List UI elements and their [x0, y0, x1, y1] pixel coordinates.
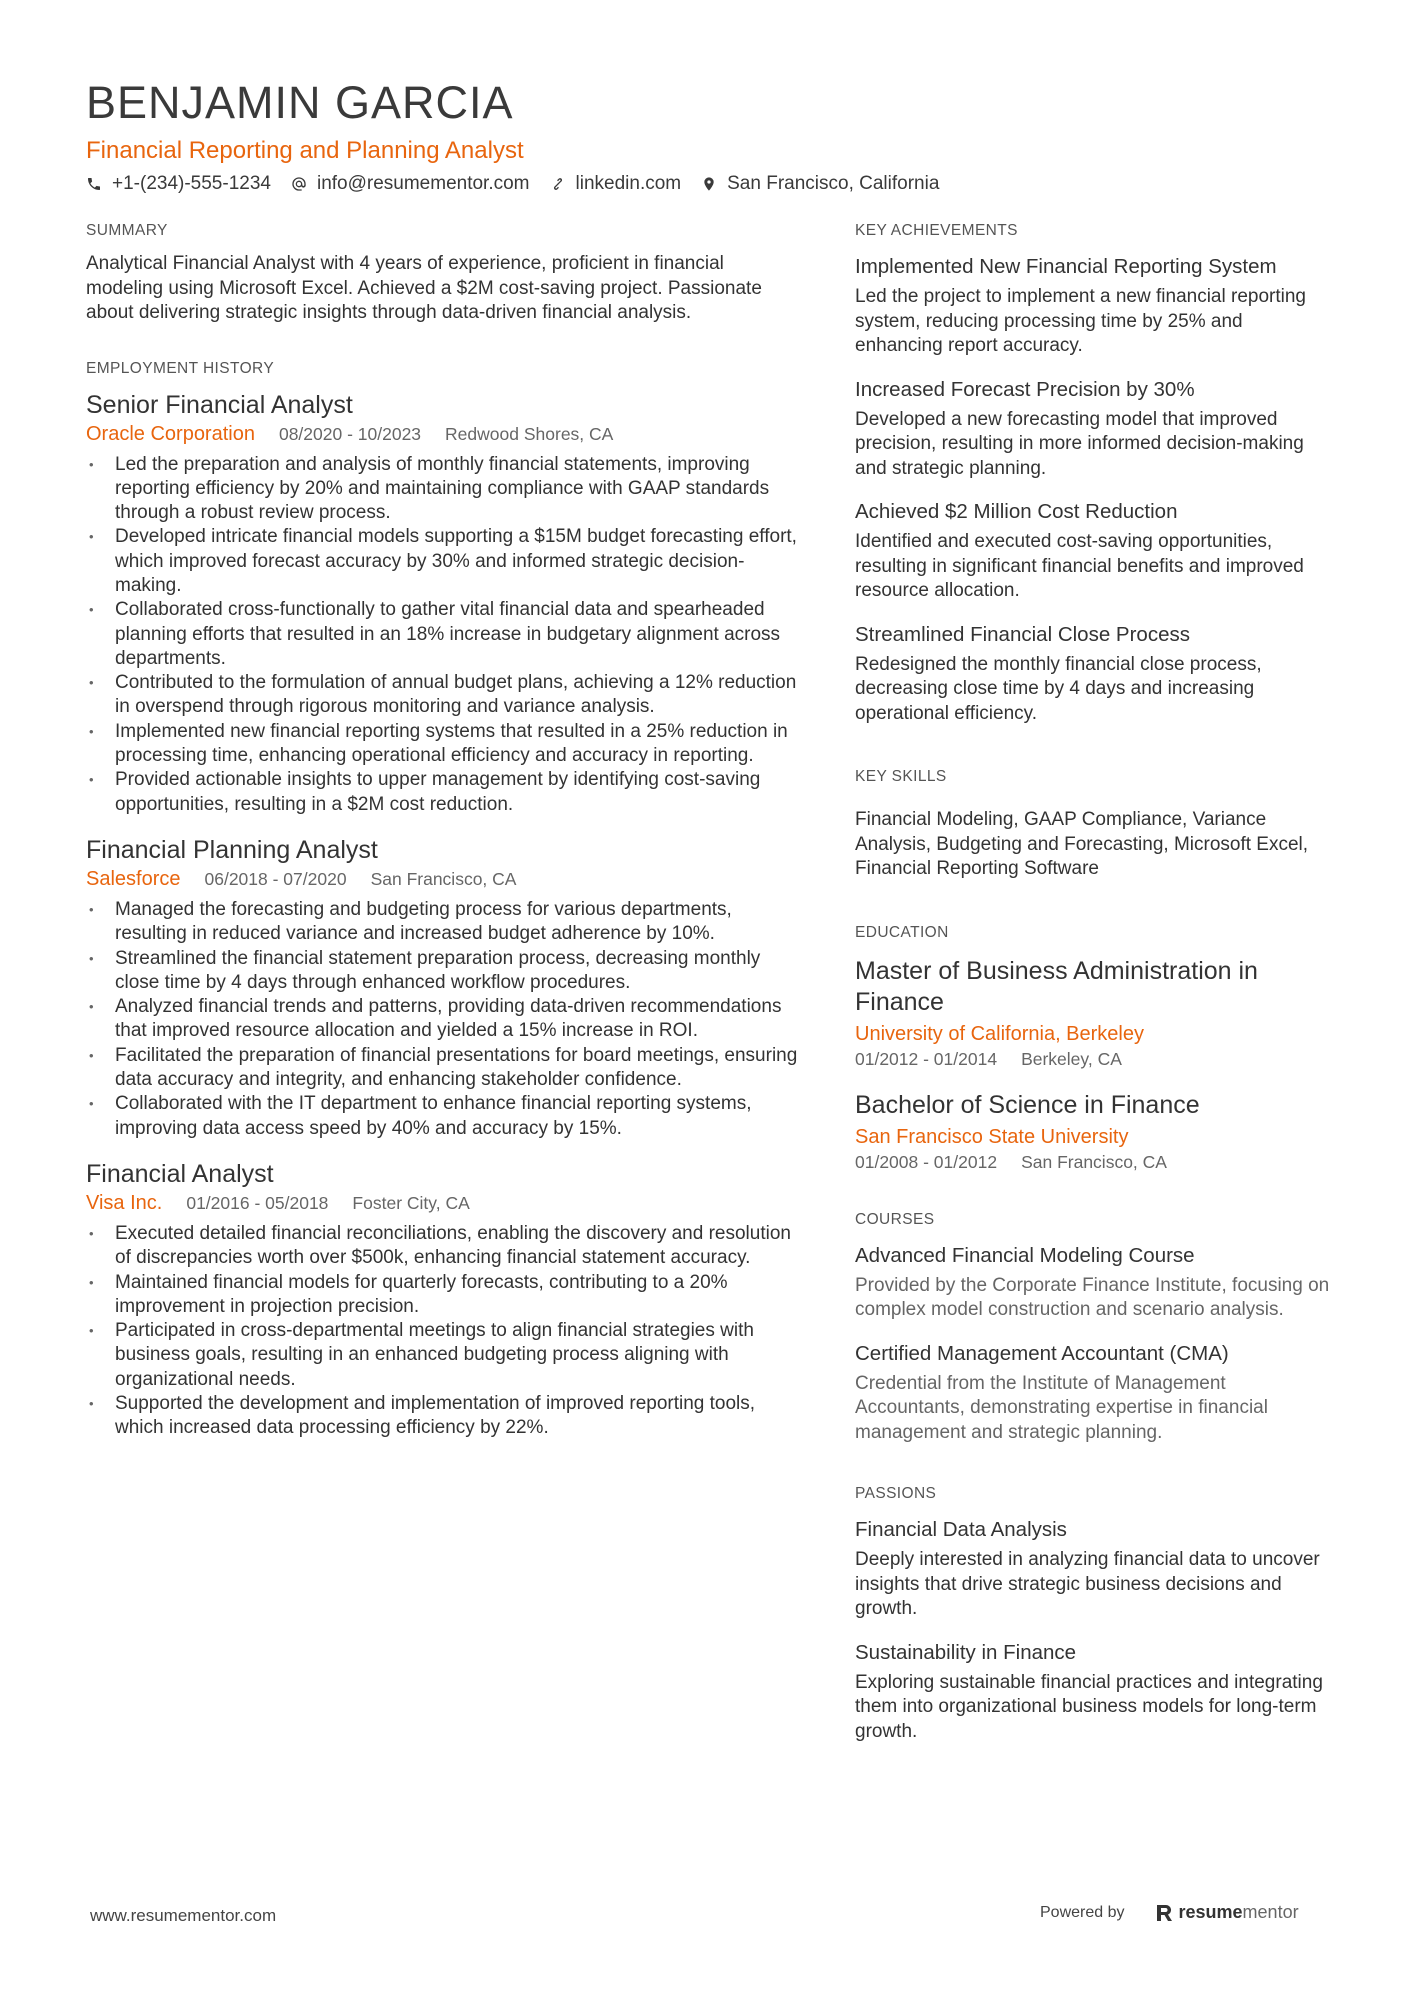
passion-desc: Deeply interested in analyzing financial data to uncover insights that drive strategic business decisions and growth.	[855, 1549, 1320, 1619]
achievement-title: Achieved $2 Million Cost Reduction	[855, 500, 1178, 523]
job-location: Redwood Shores, CA	[445, 423, 614, 444]
summary-text: Analytical Financial Analyst with 4 years of experience, proficient in financial modeling using Microsoft Excel. Achieved a $2M cost-saving project. Passionate about delivering strategic insights through data-driven financial analysis.	[86, 253, 762, 323]
job-entry	[86, 1159, 806, 1441]
education-dates: 01/2008 - 01/2012	[855, 1151, 998, 1172]
job-dates: 06/2018 - 07/2020	[204, 868, 347, 889]
candidate-title: Financial Reporting and Planning Analyst	[86, 137, 524, 164]
linkedin-text: linkedin.com	[575, 173, 682, 194]
job-bullets	[86, 1222, 806, 1441]
education-meta	[855, 1048, 1335, 1070]
achievement-desc: Led the project to implement a new financial reporting system, reducing processing time by 25% and enhancing report accuracy.	[855, 286, 1306, 356]
education-item	[855, 956, 1335, 1070]
right-column	[855, 222, 1335, 1744]
resumementor-logo-icon	[1155, 1903, 1173, 1923]
passion-name: Financial Data Analysis	[855, 1518, 1067, 1541]
courses-heading: COURSES	[855, 1210, 935, 1228]
job-company: Visa Inc.	[86, 1191, 163, 1214]
phone-text: +1-(234)-555-1234	[112, 173, 271, 194]
footer-website[interactable]: www.resumementor.com	[90, 1906, 277, 1925]
phone-icon	[86, 176, 102, 192]
contact-row	[86, 173, 1336, 195]
job-entry	[86, 835, 806, 1141]
achievement-title: Increased Forecast Precision by 30%	[855, 377, 1195, 401]
passion-name: Sustainability in Finance	[855, 1640, 1077, 1664]
job-bullet: • Supported the development and implementation of improved reporting tools, which increased data processing efficiency by 22%.	[86, 1392, 806, 1441]
passions-heading: PASSIONS	[855, 1485, 937, 1502]
job-location: Foster City, CA	[352, 1192, 470, 1213]
job-bullet: • Streamlined the financial statement preparation process, decreasing monthly close time by 4 days through enhanced workflow procedures.	[86, 947, 806, 996]
job-bullet: • Facilitated the preparation of financial presentations for board meetings, ensuring data accuracy and integrity, and enhancing stakeholder confidence.	[86, 1044, 806, 1093]
powered-by-label: Powered by	[1040, 1903, 1125, 1921]
education-heading: EDUCATION	[855, 923, 949, 941]
footer-branding	[1040, 1902, 1299, 1923]
job-bullet: • Led the preparation and analysis of monthly financial statements, improving reporting efficiency by 20% and maintaining compliance with GAAP standards through a robust review process.	[86, 453, 806, 526]
achievements-heading: KEY ACHIEVEMENTS	[855, 222, 1018, 239]
education-location: San Francisco, CA	[1021, 1151, 1167, 1172]
job-bullet: • Implemented new financial reporting systems that resulted in a 25% reduction in processing time, enhancing operational efficiency and accuracy in reporting.	[86, 720, 806, 769]
job-meta	[86, 867, 806, 891]
job-role: Financial Analyst	[86, 1159, 274, 1188]
course-desc: Credential from the Institute of Management Accountants, demonstrating expertise in financial management and strategic planning.	[855, 1372, 1268, 1443]
education-location: Berkeley, CA	[1021, 1048, 1122, 1069]
achievement-item	[855, 499, 1335, 604]
resume-header	[86, 78, 1336, 195]
job-bullet: • Maintained financial models for quarterly forecasts, contributing to a 20% improvement in projection precision.	[86, 1271, 806, 1320]
achievement-item	[855, 377, 1335, 482]
job-bullet: • Collaborated with the IT department to enhance financial reporting systems, improving data access speed by 40% and accuracy by 15%.	[86, 1092, 806, 1141]
job-dates: 08/2020 - 10/2023	[278, 423, 422, 444]
brand-name-part2: mentor	[1242, 1902, 1299, 1922]
course-item	[855, 1243, 1335, 1323]
education-item	[855, 1090, 1335, 1173]
school-name: San Francisco State University	[855, 1125, 1129, 1148]
contact-linkedin[interactable]	[550, 173, 682, 195]
job-meta	[86, 422, 806, 446]
brand-name-part1: resume	[1178, 1902, 1243, 1922]
job-bullet: • Managed the forecasting and budgeting process for various departments, resulting in reduced variance and increased budget adherence by 10%.	[86, 898, 806, 947]
passion-desc: Exploring sustainable financial practices and integrating them into organizational business models for long-term growth.	[855, 1671, 1323, 1742]
achievement-desc: Redesigned the monthly financial close process, decreasing close time by 4 days and increasing operational efficiency.	[855, 653, 1262, 724]
contact-email[interactable]	[291, 173, 530, 195]
employment-heading: EMPLOYMENT HISTORY	[86, 359, 275, 377]
job-company: Oracle Corporation	[86, 422, 255, 445]
passion-item	[855, 1640, 1335, 1745]
course-name: Certified Management Accountant (CMA)	[855, 1341, 1229, 1365]
job-bullet: • Developed intricate financial models supporting a $15M budget forecasting effort, which improved forecast accuracy by 30% and informed strategic decision-making.	[86, 525, 806, 598]
achievement-desc: Identified and executed cost-saving opportunities, resulting in significant financial benefits and improved resource allocation.	[855, 531, 1304, 601]
skills-text: Financial Modeling, GAAP Compliance, Variance Analysis, Budgeting and Forecasting, Microsoft Excel, Financial Reporting Software	[855, 809, 1309, 879]
job-entry	[86, 390, 806, 817]
achievement-title: Implemented New Financial Reporting System	[855, 255, 1277, 278]
skills-heading: KEY SKILLS	[855, 768, 947, 785]
brand-logo[interactable]	[1155, 1902, 1299, 1923]
job-bullet: • Analyzed financial trends and patterns, providing data-driven recommendations that improved resource allocation and yielded a 15% increase in ROI.	[86, 995, 806, 1044]
job-bullet: • Contributed to the formulation of annual budget plans, achieving a 12% reduction in overspend through rigorous monitoring and variance analysis.	[86, 671, 806, 720]
course-name: Advanced Financial Modeling Course	[855, 1243, 1195, 1267]
degree-name: Master of Business Administration in Finance	[855, 956, 1258, 1016]
job-role: Senior Financial Analyst	[86, 390, 353, 419]
course-item	[855, 1341, 1335, 1446]
achievement-item	[855, 254, 1335, 359]
school-name: University of California, Berkeley	[855, 1022, 1144, 1045]
job-bullet: • Participated in cross-departmental meetings to align financial strategies with business goals, resulting in an enhanced budgeting process aligning with organizational needs.	[86, 1319, 806, 1392]
job-location: San Francisco, CA	[370, 868, 517, 889]
degree-name: Bachelor of Science in Finance	[855, 1090, 1200, 1119]
email-text: info@resumementor.com	[316, 173, 530, 194]
location-text: San Francisco, California	[727, 173, 940, 194]
link-icon	[550, 176, 566, 192]
contact-location	[701, 173, 939, 195]
passion-item	[855, 1517, 1335, 1622]
job-bullets	[86, 453, 806, 817]
job-company: Salesforce	[86, 867, 181, 890]
achievement-item	[855, 622, 1335, 727]
job-bullet: • Provided actionable insights to upper management by identifying cost-saving opportunities, resulting in a $2M cost reduction.	[86, 768, 806, 817]
job-bullet: • Executed detailed financial reconciliations, enabling the discovery and resolution of discrepancies worth over $500k, enhancing financial statement accuracy.	[86, 1222, 806, 1271]
course-desc: Provided by the Corporate Finance Institute, focusing on complex model construction and scenario analysis.	[855, 1274, 1330, 1320]
achievement-desc: Developed a new forecasting model that improved precision, resulting in more informed decision-making and strategic planning.	[855, 408, 1304, 479]
job-role: Financial Planning Analyst	[86, 835, 378, 864]
at-icon	[291, 176, 307, 192]
left-column	[86, 222, 806, 1441]
job-bullets	[86, 898, 806, 1141]
education-meta	[855, 1151, 1335, 1173]
summary-heading: SUMMARY	[86, 222, 168, 239]
candidate-name: BENJAMIN GARCIA	[86, 77, 514, 128]
job-meta	[86, 1191, 806, 1215]
job-bullet: • Collaborated cross-functionally to gather vital financial data and spearheaded planning efforts that resulted in an 18% increase in budgetary alignment across departments.	[86, 598, 806, 671]
contact-phone[interactable]	[86, 173, 271, 195]
job-dates: 01/2016 - 05/2018	[186, 1192, 329, 1213]
location-pin-icon	[701, 176, 717, 192]
education-dates: 01/2012 - 01/2014	[855, 1048, 998, 1069]
achievement-title: Streamlined Financial Close Process	[855, 622, 1190, 646]
